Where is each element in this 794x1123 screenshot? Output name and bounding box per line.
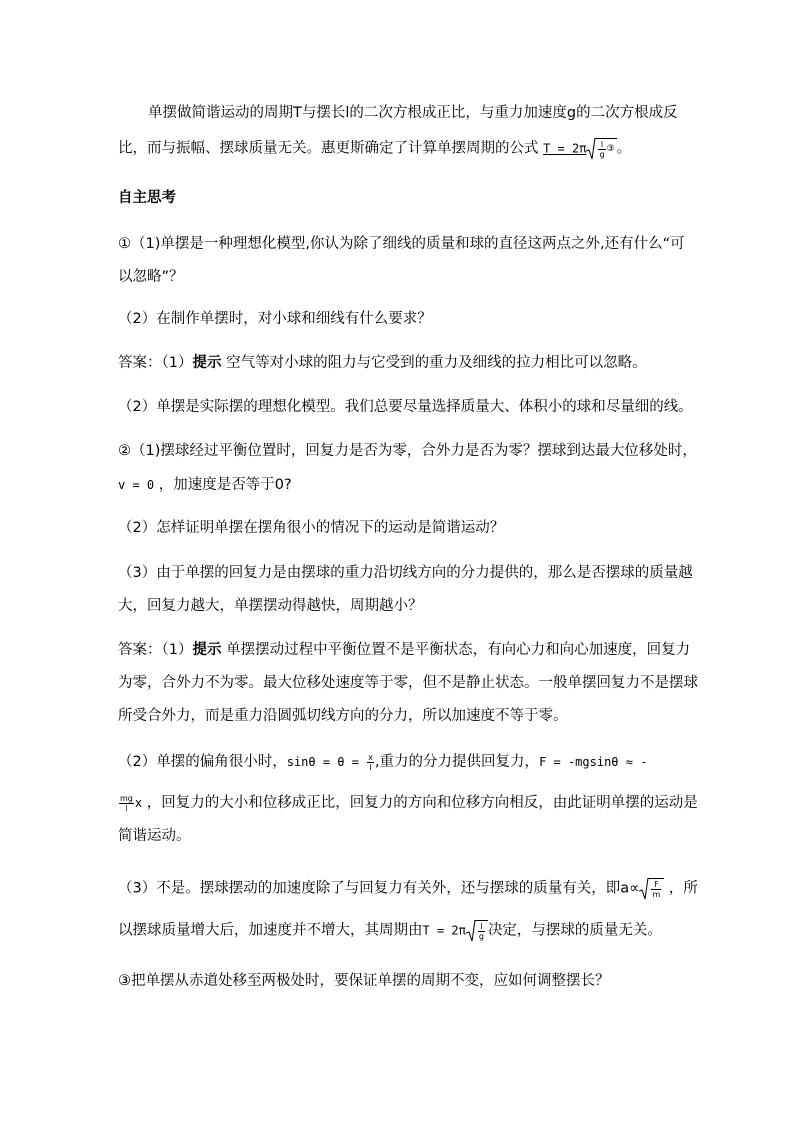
- a2-p3-pre: （3）不是。摆球摆动的加速度除了与回复力有关外，还与摆球的质量有关，即a∝: [118, 880, 640, 897]
- formula-numerator: l: [598, 140, 605, 150]
- q2-sub-2: （2）怎样证明单摆在摆角很小的情况下的运动是简谐运动？: [118, 520, 505, 536]
- period-formula: T = 2π: [543, 141, 587, 156]
- intro-line-2-text: 比，而与振幅、摆球质量无关。惠更斯确定了计算单摆周期的公式: [118, 140, 544, 157]
- a2-p3-line-2-post: 决定，与摆球的质量无关。: [487, 922, 662, 939]
- a2-p3-line-2: [118, 920, 662, 941]
- q2-line-2-text: ，加速度是否等于0?: [154, 477, 292, 493]
- q1-sub-2: （2）在制作单摆时，对小球和细线有什么要求？: [118, 311, 432, 327]
- fraction-numerator: mg: [120, 793, 133, 803]
- q3-line-1: ③把单摆从赤道处移至两极处时，要保证单摆的周期不变，应如何调整摆长？: [118, 973, 610, 989]
- fraction-denominator: l: [369, 762, 372, 772]
- restoring-force-expr: F = -mgsinθ ≈ -: [539, 755, 648, 769]
- fraction-numerator: l: [478, 922, 485, 932]
- sqrt-sign-icon: [586, 138, 596, 160]
- a2-p2-pre: （2）单摆的偏角很小时，: [118, 754, 287, 770]
- footnote-mark: ③: [606, 144, 615, 154]
- q2-line-2: [118, 475, 292, 495]
- intro-line-2: [118, 138, 631, 159]
- formula-denominator: g: [599, 149, 605, 159]
- sin-theta-expr: sinθ = θ =: [286, 755, 367, 769]
- v-equals-zero: v = 0: [118, 478, 155, 492]
- fraction-denominator: l: [125, 803, 128, 813]
- a1-prefix: 答案：（1）: [118, 355, 193, 371]
- period-formula-2: T = 2π: [422, 923, 466, 938]
- q2-line-1: ②（1)摆球经过平衡位置时，回复力是否为零，合外力是否为零？摆球到达最大位移处时，: [118, 443, 697, 459]
- intro-line-2-end: 。: [616, 140, 632, 157]
- fraction-denominator: g: [478, 931, 484, 941]
- a1-tip-label: 提示: [192, 355, 222, 371]
- intro-line-1: 单摆做简谐运动的周期T与摆长l的二次方根成正比，与重力加速度g的二次方根成反: [148, 105, 678, 121]
- sqrt-l-over-g: [586, 138, 616, 159]
- x-variable: x: [134, 796, 143, 810]
- a1-text-1: 空气等对小球的阻力与它受到的重力及细线的拉力相比可以忽略。: [221, 355, 647, 371]
- a2-p3-line-2-pre: 以摆球质量增大后，加速度并不增大，其周期由: [118, 922, 423, 939]
- q2-sub-3-line-1: （3）由于单摆的回复力是由摆球的重力沿切线方向的分力提供的，那么是否摆球的质量越: [118, 565, 693, 581]
- fraction-numerator: F: [651, 880, 661, 890]
- a2-line-2: 为零，合外力不为零。最大位移处速度等于零，但不是静止状态。一般单摆回复力不是摆球: [118, 675, 698, 691]
- a1-line-1: [118, 353, 647, 373]
- sqrt-l-over-g-2: [466, 920, 488, 941]
- a2-p3-line-1: [118, 878, 698, 899]
- a2-p3-post: ，所: [664, 880, 698, 897]
- a2-p2-mid: ,重力的分力提供回复力，: [374, 754, 540, 770]
- a2-p2-line-3: 简谐运动。: [118, 828, 191, 844]
- a2-prefix: 答案：（1）: [118, 642, 193, 658]
- sqrt-F-over-m: [639, 878, 664, 899]
- a2-line-3: 所受合外力，而是重力沿圆弧切线方向的分力，所以加速度不等于零。: [118, 708, 568, 724]
- a2-p2-line-1: [118, 752, 647, 772]
- sqrt-sign-icon: [466, 920, 476, 942]
- x-over-l-fraction: [367, 753, 374, 772]
- q1-line-1: ①（1)单摆是一种理想化模型,你认为除了细线的质量和球的直径这两点之外,还有什么“可: [118, 236, 685, 252]
- q1-line-2: 以忽略”？: [118, 269, 184, 285]
- a2-p2-line-2-text: ，回复力的大小和位移成正比，回复力的方向和位移方向相反，由此证明单摆的运动是: [142, 795, 698, 811]
- a2-text-1: 单摆摆动过程中平衡位置不是平衡状态，有向心力和向心加速度，回复力: [221, 642, 691, 658]
- fraction-numerator: x: [368, 752, 373, 762]
- section-heading: 自主思考: [118, 190, 176, 206]
- a2-tip-label: 提示: [192, 642, 222, 658]
- a2-line-1: [118, 640, 690, 660]
- q2-sub-3-line-2: 大，回复力越大，单摆摆动得越快，周期越小？: [118, 598, 423, 614]
- mg-over-l-fraction: [119, 794, 134, 813]
- fraction-denominator: m: [652, 889, 661, 899]
- a2-p2-line-2: [118, 793, 698, 813]
- a1-line-2: （2）单摆是实际摆的理想化模型。我们总要尽量选择质量大、体积小的球和尽量细的线。: [118, 399, 693, 415]
- sqrt-sign-icon: [639, 878, 649, 900]
